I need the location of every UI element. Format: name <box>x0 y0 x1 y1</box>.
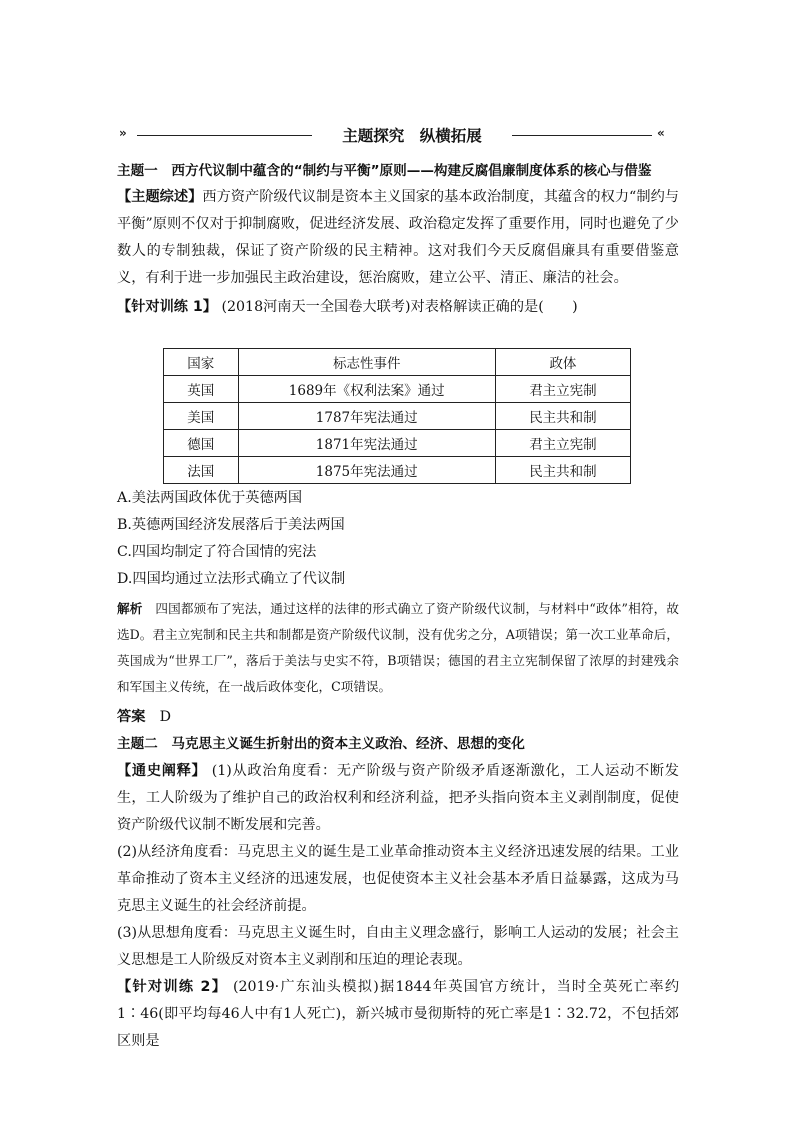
exercise1-text: (2018河南天一全国卷大联考)对表格解读正确的是( ) <box>221 299 578 315</box>
topic2-heading: 主题二 马克思主义诞生折射出的资本主义政治、经济、思想的变化 <box>117 736 525 752</box>
table-cell: 美国 <box>164 403 239 430</box>
topic1-heading: 主题一 西方代议制中蕴含的“制约与平衡”原则——构建反腐倡廉制度体系的核心与借鉴 <box>117 163 652 179</box>
answer-value: D <box>159 709 171 725</box>
table-row <box>164 376 631 403</box>
analysis-label: 解析 <box>117 601 143 616</box>
banner-rule-right <box>512 135 652 136</box>
table-header-row <box>164 349 631 376</box>
table-cell: 英国 <box>164 376 239 403</box>
section-title: 主题探究 纵横拓展 <box>312 124 512 146</box>
table-header-cell: 国家 <box>164 349 239 376</box>
exercise2-text: (2019·广东汕头模拟)据1844年英国官方统计，当时全英死亡率约1∶46(即平均每46人中有1人死亡)，新兴城市曼彻斯特的死亡率是1∶32.72，不包括郊区则是 <box>117 979 680 1049</box>
topic2-point2: (2)从经济角度看：马克思主义的诞生是工业革命推动资本主义经济迅速发展的结果。工业革命推动了资本主义经济的迅速发展，也促使资本主义社会基本矛盾日益暴露，这成为马克思主义诞生的社会经济前提。 <box>117 844 679 914</box>
double-chevron-left-icon: « <box>657 126 663 140</box>
answer <box>117 704 679 731</box>
table-cell: 法国 <box>164 457 239 484</box>
double-chevron-right-icon: » <box>119 126 125 140</box>
table-cell: 民主共和制 <box>495 457 630 484</box>
table-cell: 1689年《权利法案》通过 <box>238 376 495 403</box>
table-cell: 君主立宪制 <box>495 376 630 403</box>
table-cell: 君主立宪制 <box>495 430 630 457</box>
table-cell: 1875年宪法通过 <box>238 457 495 484</box>
option-d: D.四国均通过立法形式确立了代议制 <box>117 571 346 587</box>
exercise2-label: 【针对训练 2】 <box>117 979 228 995</box>
table-cell: 1787年宪法通过 <box>238 403 495 430</box>
summary-label: 【主题综述】 <box>117 189 203 205</box>
option-c: C.四国均制定了符合国情的宪法 <box>117 544 317 560</box>
topic1-summary <box>117 184 679 292</box>
table-row <box>164 430 631 457</box>
analysis-text: 四国都颁布了宪法，通过这样的法律的形式确立了资产阶级代议制，与材料中“政体”相符，故选D。君主立宪制和民主共和制都是资产阶级代议制，没有优劣之分，A项错误；第一次工业革命后，英国成为“世界工厂”，落后于美法与史实不符，B项错误；德国的君主立宪制保留了浓厚的封建残余和军国主义传统，在一战后政体变化，C项错误。 <box>117 601 680 694</box>
table-cell: 1871年宪法通过 <box>238 430 495 457</box>
summary-text: 西方资产阶级代议制是资本主义国家的基本政治制度，其蕴含的权力“制约与平衡”原则不仅对于抑制腐败，促进经济发展、政治稳定发挥了重要作用，同时也避免了少数人的专制独裁，保证了资产阶级的民主精神。这对我们今天反腐倡廉具有重要借鉴意义，有利于进一步加强民主政治建设，惩治腐败，建立公平、清正、廉洁的社会。 <box>117 189 679 286</box>
table-row <box>164 457 631 484</box>
explain-label: 【通史阐释】 <box>117 763 207 779</box>
table-row <box>164 403 631 430</box>
answer-label: 答案 <box>117 709 146 725</box>
constitution-table <box>163 348 631 484</box>
table-header-cell: 政体 <box>495 349 630 376</box>
table-cell: 民主共和制 <box>495 403 630 430</box>
section-banner <box>117 125 677 147</box>
option-a: A.美法两国政体优于英德两国 <box>117 490 303 506</box>
analysis <box>117 596 679 700</box>
exercise1-prompt <box>117 294 679 321</box>
table-cell: 德国 <box>164 430 239 457</box>
topic2-point3: (3)从思想角度看：马克思主义诞生时，自由主义理念盛行，影响工人运动的发展；社会主义思想是工人阶级反对资本主义剥削和压迫的理论表现。 <box>117 925 679 968</box>
point1-text: (1)从政治角度看：无产阶级与资产阶级矛盾逐渐激化，工人运动不断发生，工人阶级为了维护自己的政治权利和经济利益，把矛头指向资本主义剥削制度，促使资产阶级代议制不断发展和完善。 <box>117 763 679 833</box>
topic2-point1 <box>117 758 679 839</box>
option-b: B.英德两国经济发展落后于美法两国 <box>117 517 345 533</box>
table-header-cell: 标志性事件 <box>238 349 495 376</box>
exercise1-label: 【针对训练 1】 <box>117 299 217 315</box>
exercise2-prompt <box>117 974 679 1055</box>
